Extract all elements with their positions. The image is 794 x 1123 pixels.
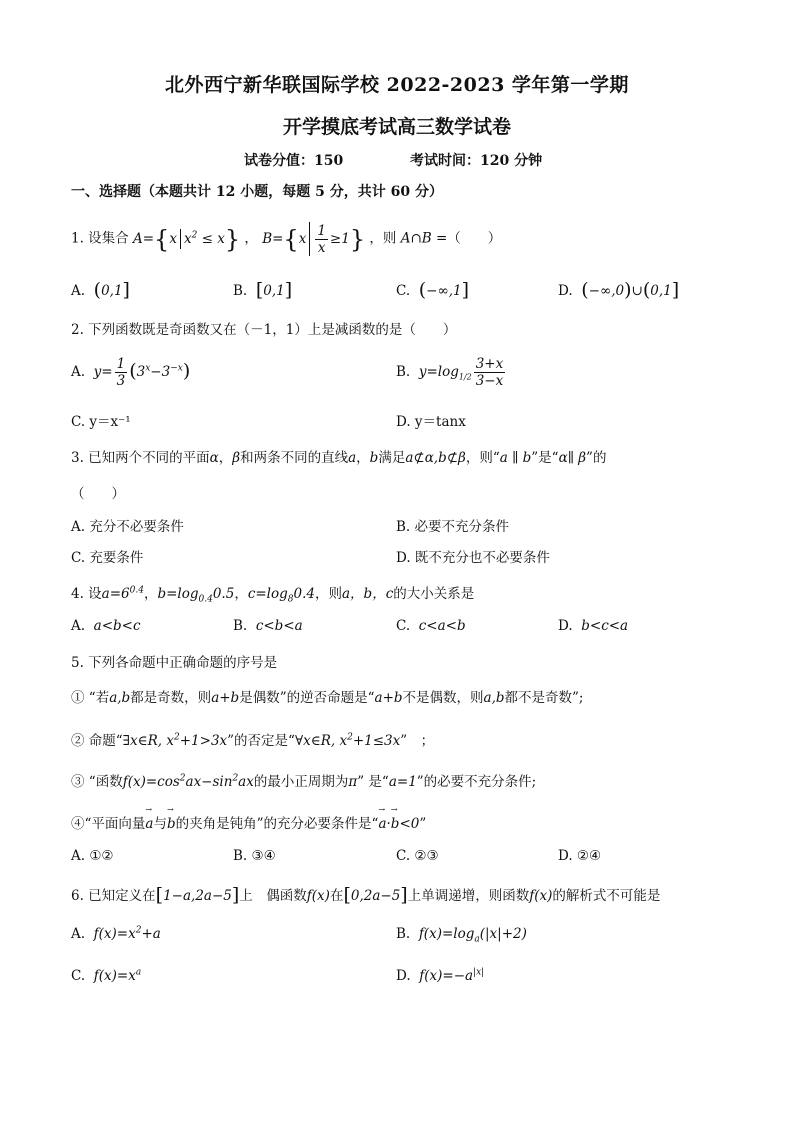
q1-prefix: 1. 设集合 — [71, 230, 129, 247]
q3-option-b: B. 必要不充分条件 — [396, 519, 510, 535]
q5-statement-1: ① “若a,b都是奇数，则a+b是偶数”的逆否命题是“a+b不是偶数，则a,b都不是奇数”; — [71, 690, 584, 706]
exam-title-line1: 北外西宁新华联国际学校 2022-2023 学年第一学期 — [165, 74, 629, 96]
q5-statement-4: ④“平面向量→ a与→ b的夹角是钝角”的充分必要条件是“→ a·→ b<0” — [71, 812, 426, 832]
q5-option-a: A. ①② — [71, 848, 114, 864]
section-title: 一、选择题（本题共计 12 小题，每题 5 分，共计 60 分） — [71, 184, 443, 200]
question-6-stem: 6. 已知定义在[1−a,2a−5]上 偶函数f(x)在[0,2a−5]上单调递增，则函数f(x)的解析式不可能是 — [71, 884, 661, 906]
q5-option-b: B. ③④ — [233, 848, 276, 864]
q6-option-a: A. $f(x)=x^2+a$ — [71, 925, 161, 942]
time-label: 考试时间：120 分钟 — [410, 153, 543, 169]
q3-paren: （ ） — [71, 486, 125, 502]
q6-option-c: C. $f(x)=x^a$ — [71, 967, 142, 984]
exam-title-line2: 开学摸底考试高三数学试卷 — [282, 116, 511, 138]
q2-option-c: C. y＝x⁻¹ — [71, 414, 131, 430]
q4-option-c: C. c<a<b — [396, 618, 466, 634]
question-3-stem: 3. 已知两个不同的平面α，β和两条不同的直线a，b满足a⊄α,b⊄β，则“a ∥ b”是“α∥ β”的 — [71, 450, 607, 466]
q5-statement-2: ② 命题“∃x∈R, $x^2+1>3x$”的否定是“∀x∈R, $x^2+1\le 3x$” ； — [71, 732, 435, 749]
q3-option-d: D. 既不充分也不必要条件 — [396, 550, 550, 566]
q1-set-b: B={x $\frac{1}{x}$ ≥1} — [262, 222, 366, 256]
q6-option-d: D. $f(x)=-a^{|x|}$ — [396, 967, 485, 984]
q3-option-a: A. 充分不必要条件 — [71, 519, 184, 535]
q1-set-a: A={x $x^2 \le x$} — [132, 225, 241, 253]
q1-suffix: =（ ） — [435, 230, 502, 247]
q4-option-d: D. b<c<a — [558, 618, 629, 634]
q5-option-d: D. ②④ — [558, 848, 602, 864]
q6-option-b: B. $f(x)=\log_a(|x|+2)$ — [396, 926, 527, 945]
q4-option-b: B. c<b<a — [233, 618, 303, 634]
q5-option-c: C. ②③ — [396, 848, 439, 864]
q1-expr: A∩B — [400, 230, 432, 247]
question-1-stem — [71, 222, 501, 256]
q1-option-b: B. [0,1] — [233, 279, 293, 301]
q1-option-d: D. (−∞,0)∪(0,1] — [558, 279, 680, 301]
q1-option-a: A. (0,1] — [71, 279, 130, 301]
q1-option-c: C. (−∞,1] — [396, 279, 470, 301]
question-2-stem: 2. 下列函数既是奇函数又在（－1，1）上是减函数的是（ ） — [71, 322, 457, 338]
q4-option-a: A. a<b<c — [71, 618, 141, 634]
q3-option-c: C. 充要条件 — [71, 550, 144, 566]
score-label: 试卷分值：150 — [244, 153, 344, 169]
q1-sep1: ， — [244, 230, 258, 247]
q1-sep2: ，则 — [369, 230, 397, 247]
question-4-stem: 4. 设$a=6^{0.4}$，$b=\log_{0.4}0.5$，$c=\log_80.4$，则a，b，c的大小关系是 — [71, 585, 475, 605]
q2-option-b: B. $y=\log_{1/2}$ $\frac{3+x}{3-x}$ — [396, 356, 504, 389]
q2-option-d: D. y＝tanx — [396, 414, 466, 430]
q5-statement-3: ③ “函数$f(x)=\cos^2ax-\sin^2ax$的最小正周期为π” 是“a=1”的必要不充分条件; — [71, 773, 537, 790]
question-5-stem: 5. 下列各命题中正确命题的序号是 — [71, 655, 278, 671]
q2-option-a: A. y= $\frac{1}{3}$ $(3^x-3^{-x})$ — [71, 356, 191, 389]
